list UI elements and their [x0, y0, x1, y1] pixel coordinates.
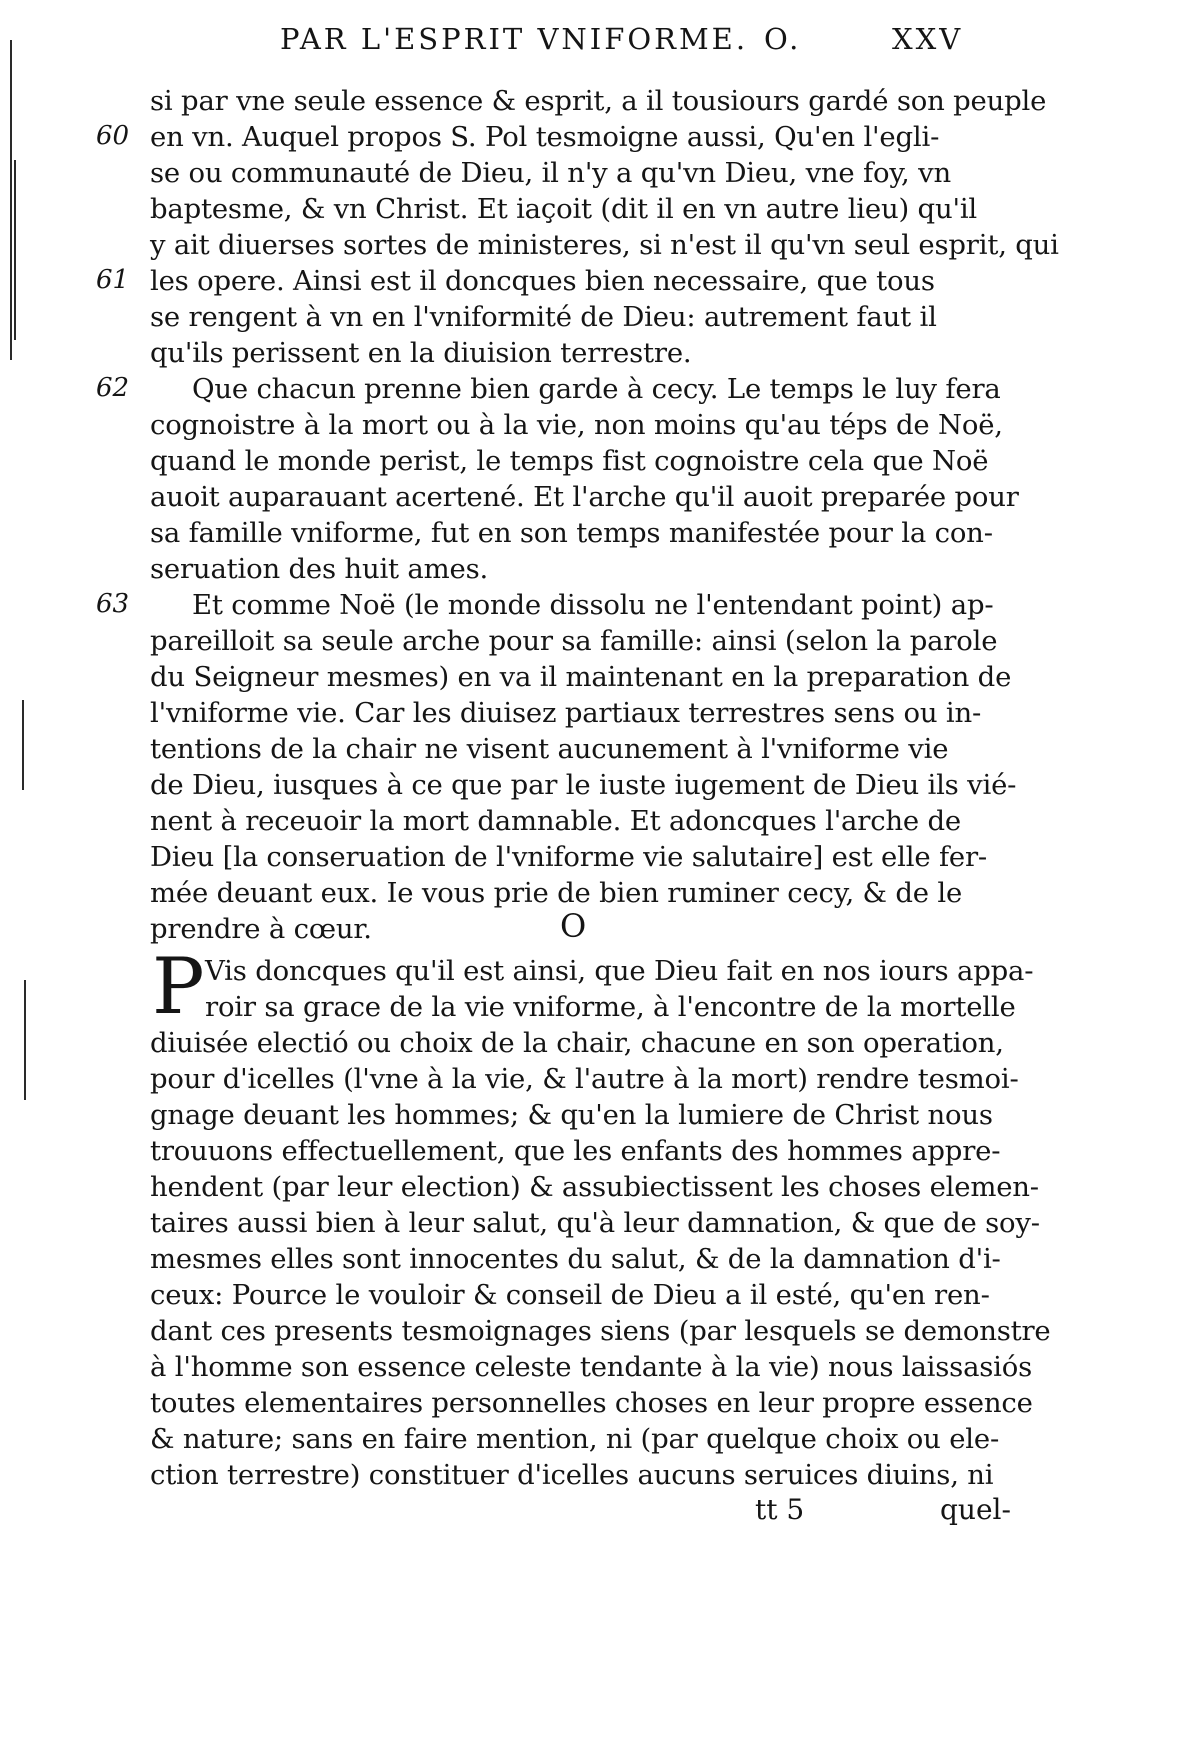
text-line: mée deuant eux. Ie vous prie de bien ruminer cecy, & de le: [150, 877, 963, 909]
text-line: cognoistre à la mort ou à la vie, non moins qu'au téps de Noë,: [150, 409, 1003, 441]
binding-edge-mark: [14, 160, 16, 340]
binding-edge-mark: [24, 980, 26, 1100]
text-line: auoit auparauant acertené. Et l'arche qu'il auoit preparée pour: [150, 481, 1019, 513]
binding-edge-mark: [22, 700, 24, 790]
margin-number: 61: [96, 265, 130, 295]
text-line: dant ces presents tesmoignages siens (par lesquels se demonstre: [150, 1315, 1051, 1347]
catchword: quel-: [940, 1493, 1011, 1526]
text-line: qu'ils perissent en la diuision terrestre.: [150, 337, 692, 369]
text-line: prendre à cœur.: [150, 913, 372, 945]
gathering-signature: O.: [764, 22, 802, 56]
text-line: de Dieu, iusques à ce que par le iuste iugement de Dieu ils vié-: [150, 769, 1017, 801]
text-line: baptesme, & vn Christ. Et iaçoit (dit il en vn autre lieu) qu'il: [150, 193, 978, 225]
text-line: quand le monde perist, le temps fist cognoistre cela que Noë: [150, 445, 989, 477]
text-line: si par vne seule essence & esprit, a il tousiours gardé son peuple: [150, 85, 1047, 117]
text-line: se rengent à vn en l'vniformité de Dieu: autrement faut il: [150, 301, 937, 333]
binding-edge-mark: [10, 40, 12, 360]
page-number: XXV: [892, 22, 964, 56]
running-title: PAR L'ESPRIT VNIFORME.: [280, 22, 749, 56]
text-line: gnage deuant les hommes; & qu'en la lumiere de Christ nous: [150, 1099, 993, 1131]
text-line: les opere. Ainsi est il doncques bien necessaire, que tous: [150, 265, 935, 297]
text-line: en vn. Auquel propos S. Pol tesmoigne aussi, Qu'en l'egli-: [150, 121, 940, 153]
text-line: roir sa grace de la vie vniforme, à l'encontre de la mortelle: [205, 991, 1016, 1023]
text-line: pour d'icelles (l'vne à la vie, & l'autre à la mort) rendre tesmoi-: [150, 1063, 1019, 1095]
text-line: du Seigneur mesmes) en va il maintenant en la preparation de: [150, 661, 1012, 693]
text-line: ceux: Pource le vouloir & conseil de Dieu a il esté, qu'en ren-: [150, 1279, 990, 1311]
margin-number: 62: [96, 373, 130, 403]
text-line: Que chacun prenne bien garde à cecy. Le temps le luy fera: [192, 373, 1001, 405]
margin-number: 60: [96, 121, 130, 151]
text-line: toutes elementaires personnelles choses en leur propre essence: [150, 1387, 1033, 1419]
text-line: trouuons effectuellement, que les enfants des hommes appre-: [150, 1135, 1001, 1167]
text-line: Vis doncques qu'il est ainsi, que Dieu fait en nos iours appa-: [205, 955, 1034, 987]
text-line: sa famille vniforme, fut en son temps manifestée pour la con-: [150, 517, 993, 549]
text-line: mesmes elles sont innocentes du salut, & de la damnation d'i-: [150, 1243, 1001, 1275]
text-line: hendent (par leur election) & assubiectissent les choses elemen-: [150, 1171, 1039, 1203]
signature-mark: tt 5: [755, 1493, 805, 1526]
text-line: ction terrestre) constituer d'icelles aucuns seruices diuins, ni: [150, 1459, 994, 1491]
running-header: [280, 22, 970, 62]
text-line: se ou communauté de Dieu, il n'y a qu'vn Dieu, vne foy, vn: [150, 157, 951, 189]
text-line: nent à receuoir la mort damnable. Et adoncques l'arche de: [150, 805, 961, 837]
text-line: pareilloit sa seule arche pour sa famille: ainsi (selon la parole: [150, 625, 998, 657]
drop-cap: P: [152, 942, 205, 1032]
text-line: & nature; sans en faire mention, ni (par quelque choix ou ele-: [150, 1423, 1000, 1455]
text-line: y ait diuerses sortes de ministeres, si n'est il qu'vn seul esprit, qui: [150, 229, 1059, 261]
text-line: taires aussi bien à leur salut, qu'à leur damnation, & que de soy-: [150, 1207, 1040, 1239]
text-line: à l'homme son essence celeste tendante à la vie) nous laissasiós: [150, 1351, 1033, 1383]
text-line: tentions de la chair ne visent aucunement à l'vniforme vie: [150, 733, 949, 765]
margin-number: 63: [96, 589, 130, 619]
text-line: seruation des huit ames.: [150, 553, 489, 585]
text-line: Et comme Noë (le monde dissolu ne l'entendant point) ap-: [192, 589, 994, 621]
section-letter: O: [560, 907, 587, 945]
text-line: Dieu [la conseruation de l'vniforme vie salutaire] est elle fer-: [150, 841, 988, 873]
text-line: diuisée electió ou choix de la chair, chacune en son operation,: [150, 1027, 1004, 1059]
text-line: l'vniforme vie. Car les diuisez partiaux terrestres sens ou in-: [150, 697, 982, 729]
